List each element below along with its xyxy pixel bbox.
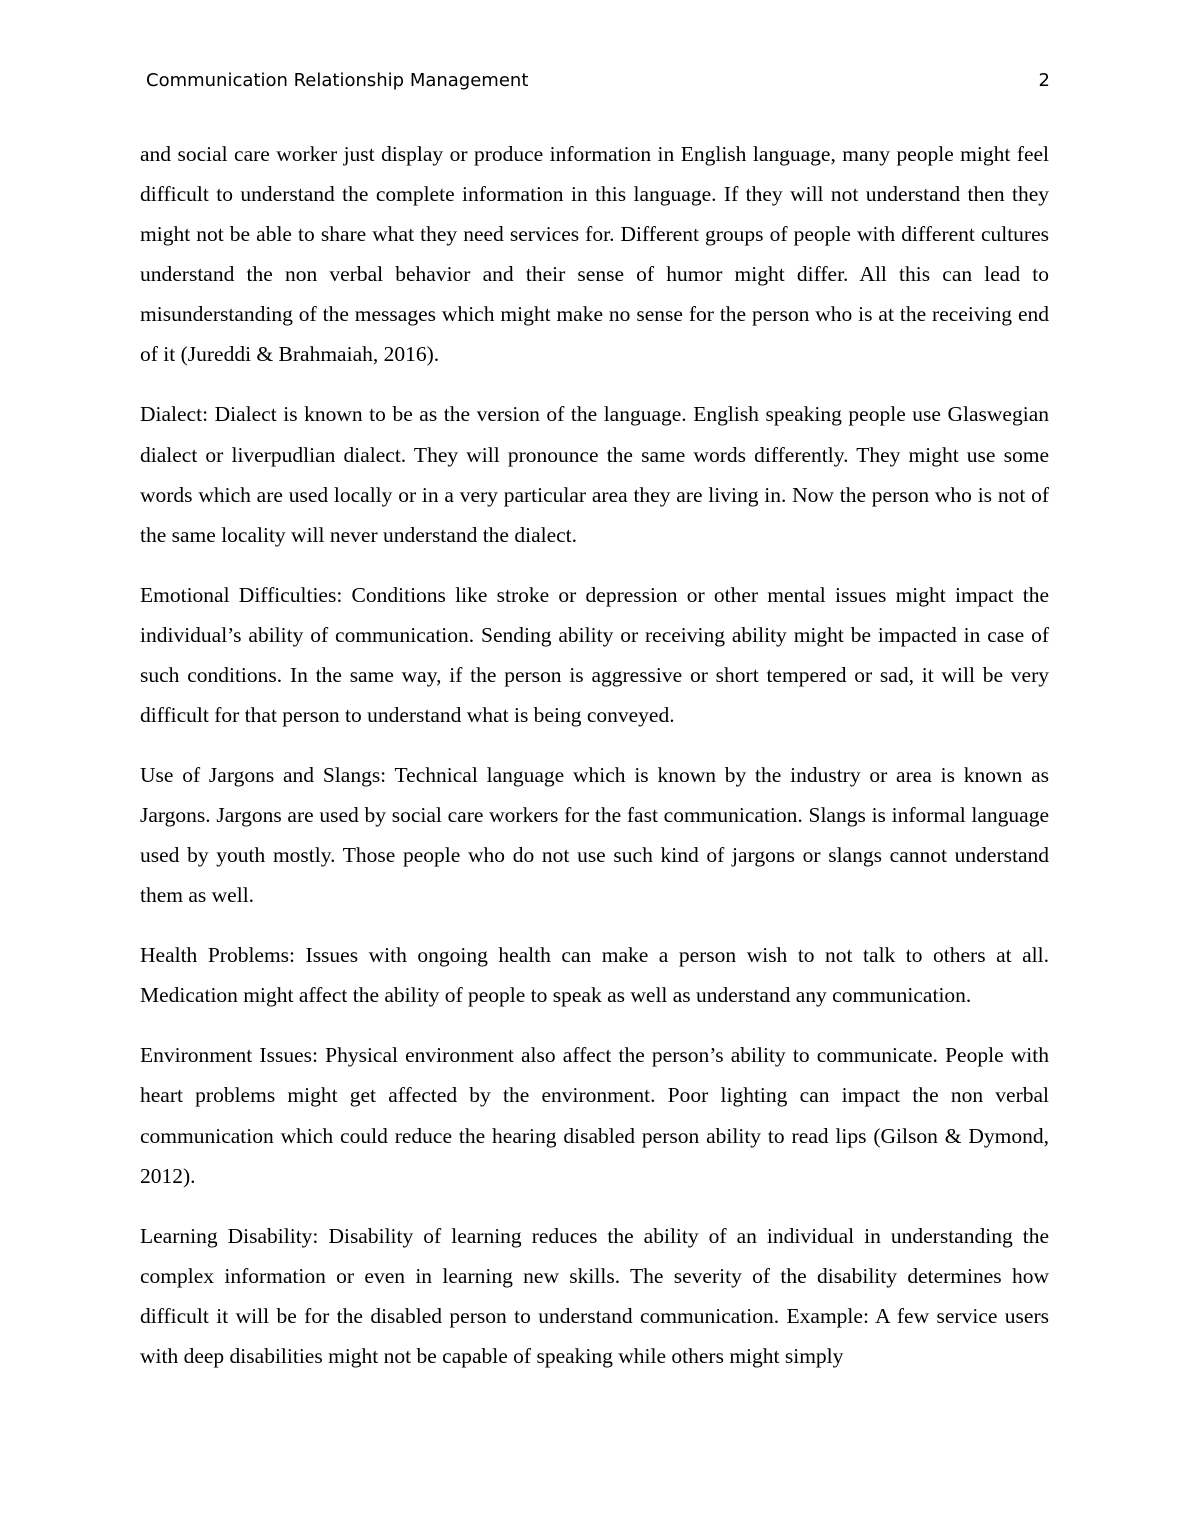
page-number: 2 — [1038, 70, 1050, 91]
paragraph-intro-continuation: and social care worker just display or produce information in English language, many people might feel difficult to understand the complete information in this language. If they will not understand then they might not be able to share what they need services for. Different groups of people with different cultures understand the non verbal behavior and their sense of humor might differ. All this can lead to misunderstanding of the messages which might make no sense for the person who is at the receiving end of it (Jureddi & Brahmaiah, 2016). — [140, 142, 1049, 367]
paragraph-health-problems: Health Problems: Issues with ongoing health can make a person wish to not talk to others at all. Medication might affect the ability of people to speak as well as understand any communication. — [140, 943, 1049, 1008]
paragraph-environment-issues: Environment Issues: Physical environment also affect the person’s ability to communicate. People with heart problems might get affected by the environment. Poor lighting can impact the non verbal communication which could reduce the hearing disabled person ability to read lips (Gilson & Dymond, 2012). — [140, 1043, 1049, 1188]
page-header — [146, 70, 1050, 98]
paragraph-emotional-difficulties: Emotional Difficulties: Conditions like stroke or depression or other mental issues might impact the individual’s ability of communication. Sending ability or receiving ability might be impacted in case of such conditions. In the same way, if the person is aggressive or short tempered or sad, it will be very difficult for that person to understand what is being conveyed. — [140, 582, 1049, 727]
paragraph-dialect: Dialect: Dialect is known to be as the version of the language. English speaking people use Glaswegian dialect or liverpudlian dialect. They will pronounce the same words differently. They might use some words which are used locally or in a very particular area they are living in. Now the person who is not of the same locality will never understand the dialect. — [140, 402, 1049, 547]
paragraph-learning-disability: Learning Disability: Disability of learning reduces the ability of an individual in understanding the complex information or even in learning new skills. The severity of the disability determines how difficult it will be for the disabled person to understand communication. Example: A few service users with deep disabilities might not be capable of speaking while others might simply — [140, 1223, 1049, 1368]
paragraph-jargons-slangs: Use of Jargons and Slangs: Technical language which is known by the industry or area is known as Jargons. Jargons are used by social care workers for the fast communication. Slangs is informal language used by youth mostly. Those people who do not use such kind of jargons or slangs cannot understand them as well. — [140, 762, 1049, 908]
running-head-title: Communication Relationship Management — [146, 70, 529, 91]
document-body — [140, 134, 1049, 1396]
